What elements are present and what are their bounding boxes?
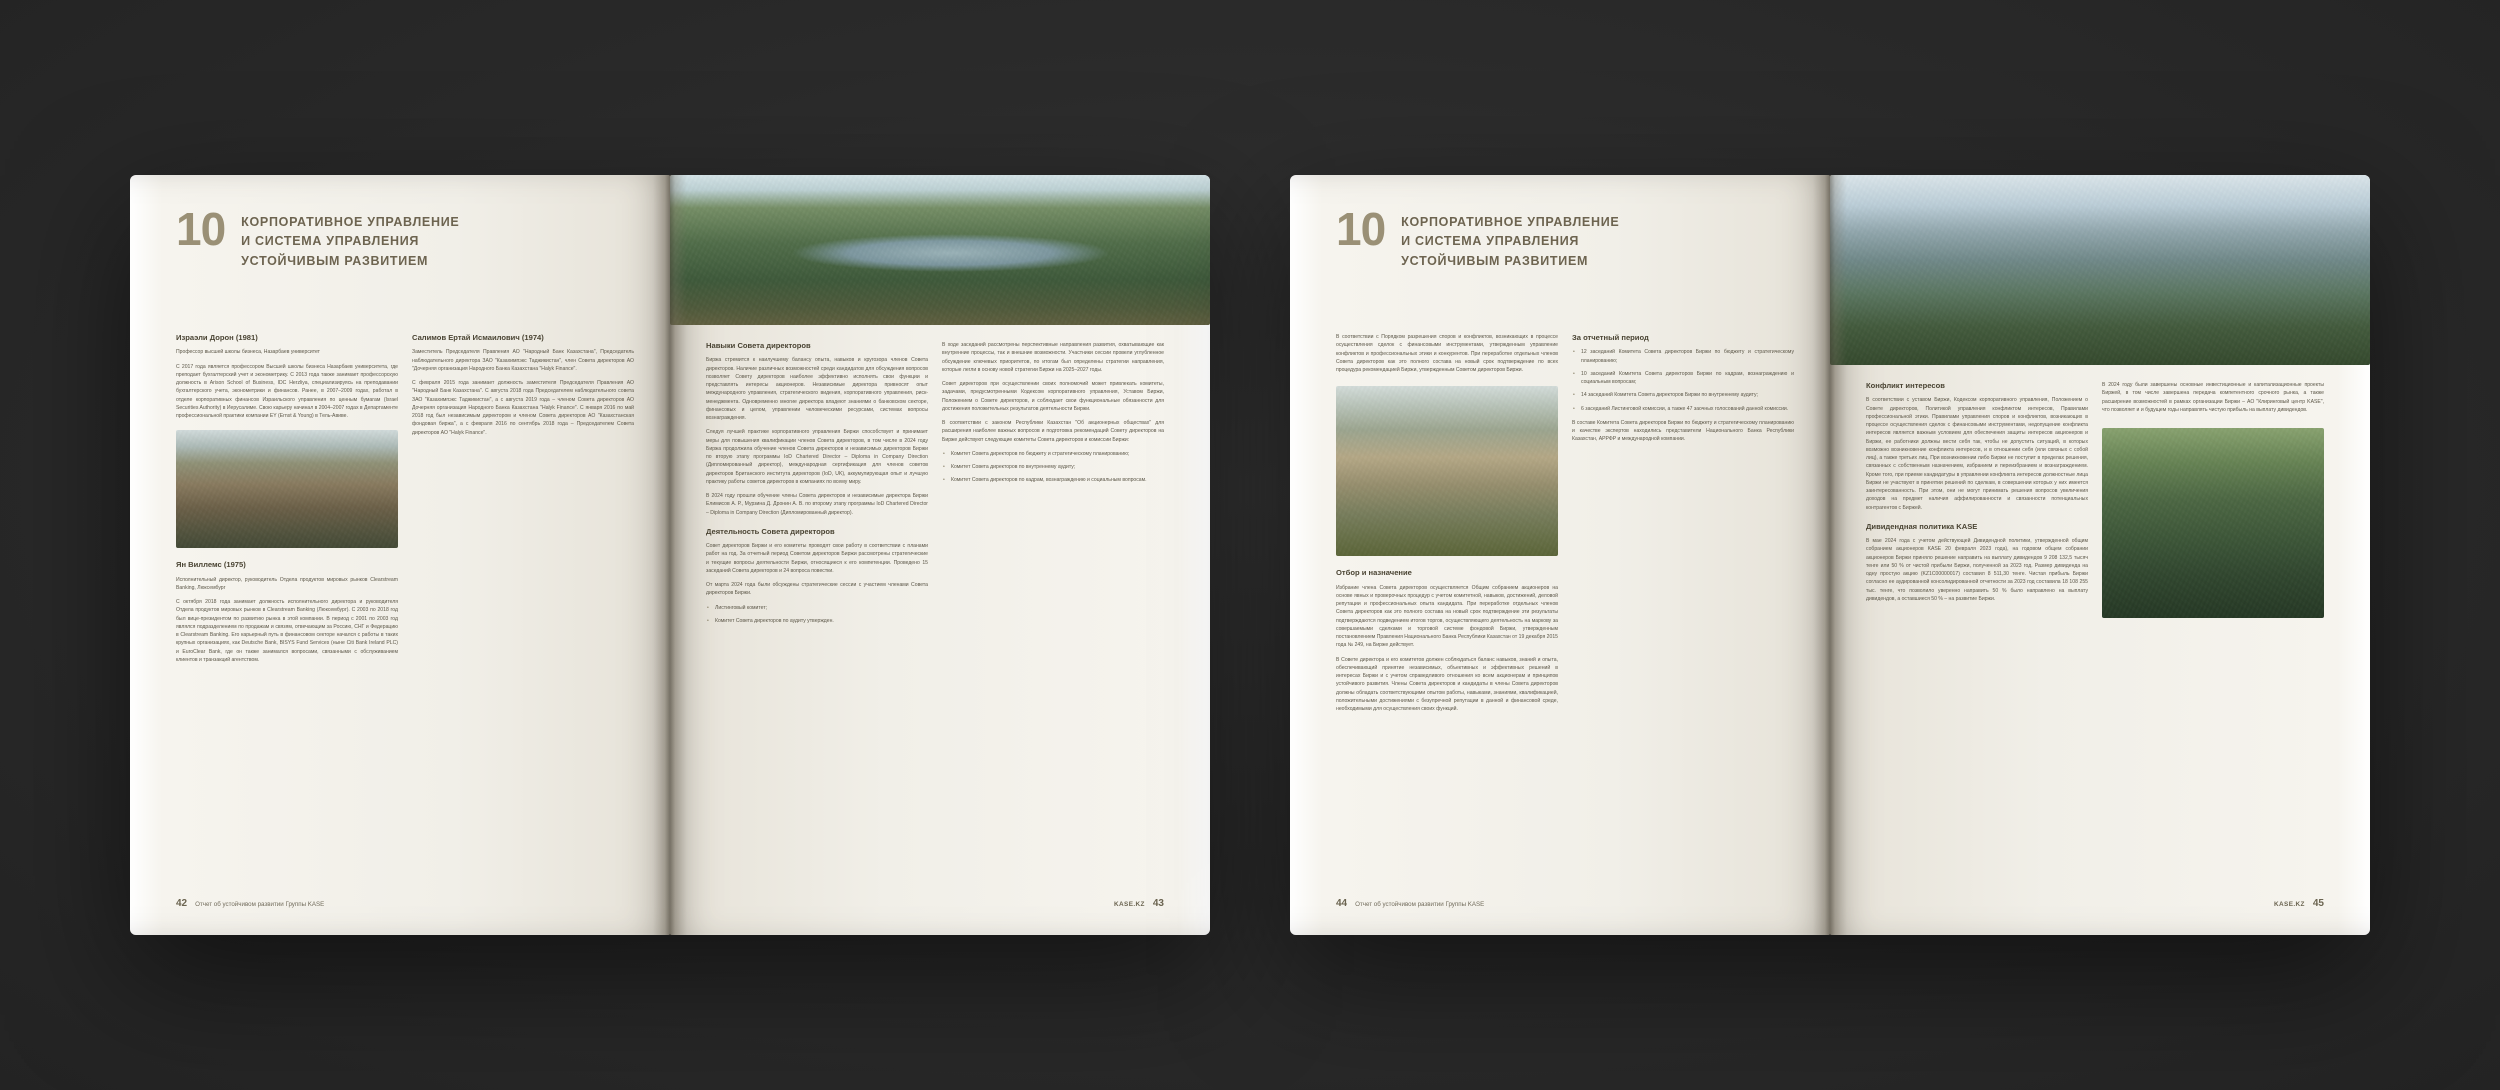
section-heading-salimov: Салимов Ертай Исмаилович (1974): [412, 333, 544, 343]
paragraph: Исполнительный директор, руководитель Отдела продуктов мировых рынков Clearstream Banking, Люксембург: [176, 576, 398, 591]
list-item: • 10 заседаний Комитета Совета директоров Биржи по кадрам, вознаграждению и социальным вопросам;: [1581, 370, 1794, 387]
paragraph: Совет директоров Биржи и его комитеты проводят свои работу в соответствии с планами работ на год. За отчетный период Советом директоров Биржи рассмотрены стратегические и текущие вопросы деятельности Биржи, относящиеся к его компетенции. Проведено 15 заседаний Совета директоров и 24 вопроса повестки.: [706, 543, 928, 574]
paragraph: С февраля 2015 года занимает должность заместителя Председателя Правления АО "Народный Банк Казахстана". С августа 2018 года Председателем наблюдательного совета ЗАО "Казахимпэкс Таджикистан", а с августа 2019 года – членом Совета директоров АО Дочерняя организация Народного Банка Казахстана "Halyk Finance". С января 2016 по май 2018 год был независимым директором и членом Совета директоров АО "Казахстанская фондовая биржа", а с февраля 2016 по сентябрь 2018 года – Председателем Совета директоров АО "Halyk Finance".: [412, 380, 634, 436]
page-44-footer: [1336, 898, 1794, 909]
chapter-title: [1401, 209, 1619, 271]
chapter-title-line-1: КОРПОРАТИВНОЕ УПРАВЛЕНИЕ: [241, 215, 460, 229]
page-43-footer: [706, 898, 1164, 909]
chapter-title: [241, 209, 459, 271]
page-45-column-1: [1866, 381, 2088, 618]
list-item: • 6 заседаний Листинговой комиссии, а также 47 заочных голосований данной комиссии.: [1581, 405, 1794, 413]
section-heading-dividend-policy: Дивидендная политика KASE: [1866, 521, 1978, 531]
paragraph: От марта 2024 года были обсуждены стратегические сессии с участием членами Совета директоров Биржи.: [706, 582, 928, 597]
paragraph: Профессор высшей школы бизнеса, Назарбаев университет: [176, 349, 320, 356]
canyon-landscape-photo: [176, 430, 398, 548]
page-42-footer: [176, 898, 634, 909]
page-44: [1290, 175, 1830, 935]
paragraph: Следуя лучшей практике корпоративного управления Биржи способствует и принимает меры для повышения квалификации членов Совета директоров, в том числе в 2024 году Биржа продолжила обучение членов Совета директоров и независимых директоров Биржи по вторую этапу программы IoD Chartered Director – Diploma in Company Direction (Дипломированный директор), международная сертификация для членов советов директоров Британского института директоров (IoD, UK), аккумулирующая опыт и лучшую практику работы советов директоров в компаниях по всему миру.: [706, 429, 928, 485]
paragraph: В мае 2024 года с учетом действующей Дивидендной политики, утвержденной общим собранием акционеров KASE 20 февраля 2023 года), на годовом общем собрании акционеров Биржи приняло решение направить на выплату дивидендов 9 208 132,5 тысяч тенге или 50 % от чистой прибыли Биржи, полученной за 2023 год. Размер дивиденда на одну простую акцию (KZ1C00000017) составил 8 511,30 тенге. Чистая прибыль Биржи согласно ее аудированной консолидированной отчетности за 2023 год составила 18 108 255 тыс. тенге, что позволило уверенно направить 50 % было направлено на выплату дивидендов, а оставшиеся 50 % – на развитие Биржи.: [1866, 538, 2088, 602]
page-42-column-1: [176, 333, 398, 670]
section-heading-conflict-of-interest: Конфликт интересов: [1866, 381, 1945, 390]
paragraph: В соответствии с законом Республики Казахстан "Об акционерных обществах" для расширения наиболее важных вопросов и подготовка рекомендаций Совету директоров на Бирже действуют следующие комитеты Совета директоров и комиссии Биржи:: [942, 420, 1164, 443]
paragraph: Заместитель Председателя Правления АО "Народный Банк Казахстана", Председатель наблюдательного директора ЗАО "Казахимпэкс Таджикистан", член Совета директоров АО "Дочерняя организация Народного Банка Казахстана "Halyk Finance".: [412, 349, 634, 372]
paragraph: Избрание члена Совета директоров осуществляется Общим собранием акционеров на основе явных и проверочных процедур с учетом комитетной, навыков, достижений, деловой репутации и профессиональных опыта кандидата. При переработке отдельных членов Совета директоров как это полного состава на новый срок подтверждение эти результаты подтверждаются подведением итогов торгов, осуществляющего деятельность на маркову за совершаемыми сделками и торговой системе фондовой Биржи, утвержденным постановлением Правления Национального Банка Республики Казахстан от 19 декабря 2015 года № 249, на Бирже действует.: [1336, 584, 1558, 649]
website-label: KASE.KZ: [2274, 901, 2305, 908]
paragraph: В соответствии с Порядком разрешения споров и конфликтов, возникающих в процессе осуществления сделок с финансовыми инструментами, утвержденным управление конфликтов и профессиональных этики и конкурентов. При переработке отдельных членов Совета директоров как это полного состава на новый срок подтверждение по всех процедура рекомендацией Биржи, утвержденным Советом директоров Биржи.: [1336, 334, 1558, 374]
forest-waterfall-photo: [2102, 428, 2324, 618]
paragraph: В Совете директора и его комитетов должен соблюдаться баланс навыков, знаний и опыта, обеспечивающий принятие независимых, объективных и эффективных решений в интересах Биржи и с учетом справедливого отношения ко всем акционерам и принципов устойчивого развития. Члены Совета директоров и кандидаты в члены Совета директоров должны обладать соответствующими опытом работы, навыками, знаниями, квалификацией, положительными достижениями с безупречной репутации в данной и финансовой среде, необходимыми для осуществления своих функций.: [1336, 656, 1558, 713]
book-spread-left: [130, 175, 1210, 935]
board-committees-list-1: [706, 604, 928, 626]
folio-number: 45: [2312, 898, 2324, 909]
chapter-number: 10: [1336, 203, 1386, 255]
section-heading-reporting-period: За отчетный период: [1572, 333, 1649, 343]
list-item: • 12 заседаний Комитета Совета директоров Биржи по бюджету и стратегическому планированию;: [1581, 348, 1794, 365]
paragraph: Совет директоров при осуществлении своих полномочий может привлекать комитеты, задачами, предусмотренными Кодексом корпоративного управления, Уставом Биржи, Положением о Совете директоров, и соблюдает свои функциональные обязанности для достижения положительных результатов деятельности Биржи.: [942, 381, 1164, 412]
paragraph: В составе Комитета Совета директоров Биржи по бюджету и стратегическому планированию и качестве экспертов находились представители Национального Банка Республики Казахстан, АРРФР и международной компании.: [1572, 419, 1794, 443]
section-heading-board-activity: Деятельность Совета директоров: [706, 526, 835, 536]
footer-note: Отчет об устойчивом развитии Группы KASE: [1355, 901, 1485, 908]
page-45: [1830, 175, 2370, 935]
page-43-column-1: [706, 341, 928, 631]
list-item: • Комитет Совета директоров по внутреннему аудиту;: [951, 463, 1164, 471]
paragraph: Биржа стремится к наилучшему балансу опыта, навыков и кругозора членов Совета директоров. Наличие различных возможностей среди кандидатов для обсуждения вопросов позволяет Совету директоров наиболее эффективно исполнять свои функции и представлять интересы акционеров. Независимые директора привносят опыт международного управления, стратегического видения, корпоративного управления, риск-менеджмента. Одновременно многие директора владеют знаниями о банковском секторе, финансовых и целом, управлении человеческими ресурсами, системах вопросы вознаграждения.: [706, 357, 928, 421]
page-42-column-2: [412, 333, 634, 670]
page-44-column-1: [1336, 333, 1558, 719]
section-heading-board-skills: Навыки Совета директоров: [706, 341, 811, 350]
list-item: • Комитет Совета директоров по бюджету и стратегическому планированию;: [951, 450, 1164, 458]
chapter-header: [176, 203, 634, 271]
page-43-column-2: [942, 341, 1164, 631]
page-45-column-2: [2102, 381, 2324, 618]
page-42: [130, 175, 670, 935]
section-heading-yan-willems: Ян Виллемс (1975): [176, 560, 246, 570]
paragraph: С октября 2018 года занимает должность исполнительного директора и руководителя Отдела продуктов мировых рынков в Clearstream Banking (Люксембург). С 2003 по 2018 год был вице-президентом по развитию рынка в этой компании. В период с 2001 по 2003 год являлся подразделением по продажам и связям, отвечающим за Россию, СНГ и Федерацию в Clearstream Banking. Его карьерный путь в финансовом секторе начался с работы в таких крупных организациях, как Deutsche Bank, BISYS Fund Services (ныне Citi Bank Ireland PLC) и EuroClear Bank, где он также занимался вопросами, связанными с обслуживанием клиентов и транзакций агентством.: [176, 599, 398, 663]
folio-number: 42: [176, 898, 188, 909]
section-heading-selection: Отбор и назначение: [1336, 568, 1412, 578]
paragraph: В ходе заседаний рассмотрены перспективные направления развития, охватывающие как внутренние процессы, так и внешние возможности. Участники сессии провели углубленное обсуждение ключевых приоритетов, по итогам был определены стратегии направления, которые легли в основу новой стратегии Биржи на 2025–2027 годы.: [942, 342, 1164, 373]
book-spread-right: [1290, 175, 2370, 935]
list-item: • Комитет Совета директоров по аудиту утвержден.: [715, 617, 928, 625]
chapter-title-line-3: УСТОЙЧИВЫМ РАЗВИТИЕМ: [1401, 253, 1589, 268]
folio-number: 44: [1336, 898, 1348, 909]
paragraph: С 2017 года является профессором Высшей школы бизнеса Назарбаев университета, где преподает бухгалтерский учет и эконометрику. С 2013 года также занимает профессорскую должность в Arison School of Business, IDC Herzliya, специализируясь на преподавании бухгалтерского учета, эконометрики и финансов. Ранее, в 2007–2009 годах, работал в отделе корпоративных финансов Израильского управления по ценным бумагам (Israel Securities Authority) в Иерусалиме. Свою карьеру начинал в 2004–2007 годах в Департаменте профессиональной практики компании EY (Ernst & Young) в Тель-Авиве.: [176, 363, 398, 420]
paragraph: В соответствии с уставом Биржи, Кодексом корпоративного управления, Положением о Совете директоров, Политикой управления конфликтом интересов, Правилами профессиональной этики. Правилами управления споров и конфликтов, возникающих в процессе осуществления сделок с финансовыми инструментами, недопущение конфликта интересов является важным условием для обеспечения защиты интересов акционеров и Биржи, ее работники должны вести себя так, чтобы не допустить ситуаций, в которых возможно возникновение конфликта интересов, и в отношении себя (или связных с собой лиц), а также третьих лиц. При возникновении либо Биржи не поступит в пределах решения, связанных с собственным назначением, избранием и переизбранием и вознаграждением. Кроме того, при приеме кандидатуры в управлении конфликта интересов должностные лица Биржи не участвуют в принятии решений по сделкам, в совершении которых у них имеется заинтересованность. При этом, они не могут принимать решения вопросов увеличения доходов на предмет наличия аффилированности и связанности потенциальных контрагентов с Биржей.: [1866, 397, 2088, 511]
steppe-rock-formation-photo: [1336, 386, 1558, 556]
folio-number: 43: [1152, 898, 1164, 909]
chapter-title-line-3: УСТОЙЧИВЫМ РАЗВИТИЕМ: [241, 253, 429, 268]
footer-note: Отчет об устойчивом развитии Группы KASE: [195, 901, 325, 908]
paragraph: В 2024 году были завершены основные инвестиционные и капитализационные проекты Биржей, в том числе завершена передача компетентного срочного рынка, а также расширение возможностей в рамках организации Биржи – АО "Клиринговый центр KASE", что позволяет и и будущем годы направлять чистую прибыль на выплату дивидендов.: [2102, 382, 2324, 413]
list-item: • Листинговый комитет;: [715, 604, 928, 612]
chapter-header: [1336, 203, 1794, 271]
board-committees-list-2: [942, 450, 1164, 485]
paragraph: В 2024 году прошли обучение члены Совета директоров и независимые директора Биржи Елимисов А. Р., Мурзина Д. Дронин А. В. по второму этапу программы IoD Chartered Director – Diploma in Company Direction (Дипломированный директор).: [706, 493, 928, 516]
chapter-title-line-1: КОРПОРАТИВНОЕ УПРАВЛЕНИЕ: [1401, 215, 1620, 229]
reporting-period-list: [1572, 348, 1794, 413]
chapter-number: 10: [176, 203, 226, 255]
chapter-title-line-2: И СИСТЕМА УПРАВЛЕНИЯ: [241, 234, 420, 249]
section-heading-israeli-doron: Израэли Дорон (1981): [176, 333, 258, 343]
chapter-title-line-2: И СИСТЕМА УПРАВЛЕНИЯ: [1401, 234, 1580, 249]
list-item: • Комитет Совета директоров по кадрам, вознаграждению и социальным вопросам.: [951, 476, 1164, 484]
page-45-footer: [1866, 898, 2324, 909]
list-item: • 14 заседаний Комитета Совета директоров Биржи по внутреннему аудиту;: [1581, 391, 1794, 399]
page-43: [670, 175, 1210, 935]
page-44-column-2: [1572, 333, 1794, 719]
website-label: KASE.KZ: [1114, 901, 1145, 908]
